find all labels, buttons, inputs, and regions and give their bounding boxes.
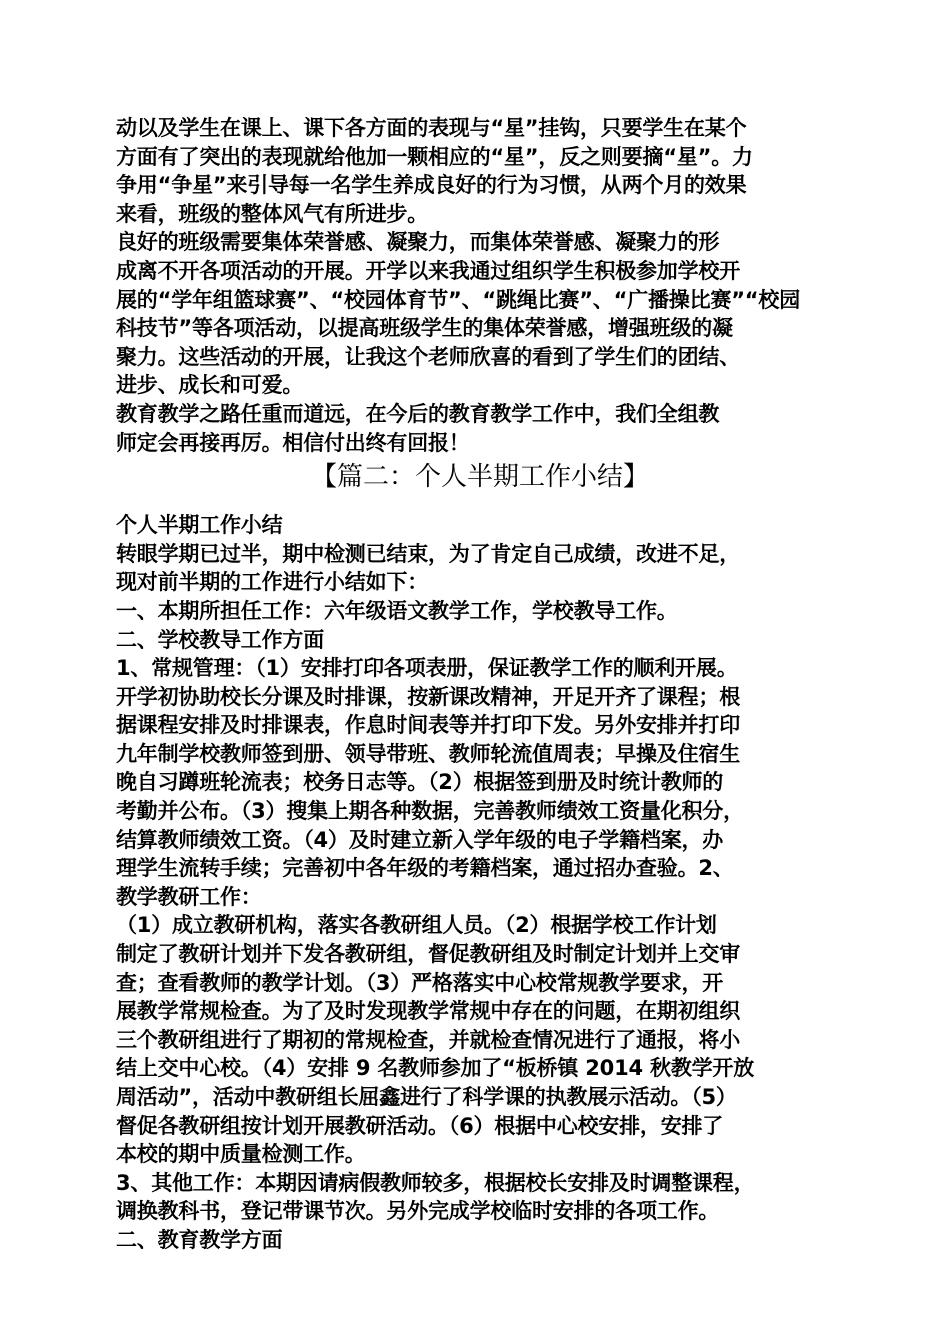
text-line: 来看，班级的整体风气有所进步。 <box>116 201 428 226</box>
text-line: 争用“争星”来引导每一名学生养成良好的行为习惯，从两个月的效果 <box>116 173 747 198</box>
text-line: 开学初协助校长分课及时排课，按新课改精神，开足开齐了课程；根 <box>116 684 740 709</box>
text-line: 一、本期所担任工作：六年级语文教学工作，学校教导工作。 <box>116 598 678 623</box>
text-line: 师定会再接再厉。相信付出终有回报！ <box>116 430 470 455</box>
text-line: 督促各教研组按计划开展教研活动。（6）根据中心校安排，安排了 <box>116 1113 724 1138</box>
document-body <box>116 114 844 1255</box>
text-line: 教育教学之路任重而道远，在今后的教育教学工作中，我们全组教 <box>116 401 720 426</box>
text-line: 晚自习蹲班轮流表；校务日志等。（2）根据签到册及时统计教师的 <box>116 770 724 795</box>
text-line: 动以及学生在课上、课下各方面的表现与“星”挂钩，只要学生在某个 <box>116 116 747 140</box>
text-line: 3、其他工作：本期因请病假教师较多，根据校长安排及时调整课程， <box>116 1170 755 1195</box>
text-line: 方面有了突出的表现就给他加一颗相应的“星”，反之则要摘“星”。力 <box>116 144 753 169</box>
text-line: 结算教师绩效工资。（4）及时建立新入学年级的电子学籍档案，办 <box>116 827 724 852</box>
text-line: 周活动”，活动中教研组长屈鑫进行了科学课的执教展示活动。（5） <box>116 1085 737 1109</box>
text-line: 教学教研工作： <box>116 884 262 909</box>
text-line: 制定了教研计划并下发各教研组，督促教研组及时制定计划并上交审 <box>116 942 740 967</box>
text-line: 据课程安排及时排课表，作息时间表等并打印下发。另外安排并打印 <box>116 713 740 738</box>
spacer <box>116 503 844 511</box>
text-line: 考勤并公布。（3）搜集上期各种数据，完善教师绩效工资量化积分， <box>116 799 744 824</box>
text-block-section-two <box>116 511 844 1254</box>
text-line: 调换教科书，登记带课节次。另外完成学校临时安排的各项工作。 <box>116 1199 720 1224</box>
text-line: 现对前半期的工作进行小结如下： <box>116 570 428 595</box>
text-line: 本校的期中质量检测工作。 <box>116 1142 366 1167</box>
text-line: 结上交中心校。（4）安排 9 名教师参加了“板桥镇 2014 秋教学开放 <box>116 1056 755 1081</box>
text-line: 九年制学校教师签到册、领导带班、教师轮流值周表；早操及住宿生 <box>116 741 740 766</box>
text-line: 个人半期工作小结 <box>116 513 283 538</box>
text-line: 1、常规管理：（1）安排打印各项表册，保证教学工作的顺利开展。 <box>116 656 738 681</box>
text-line: （1）成立教研机构，落实各教研组人员。（2）根据学校工作计划 <box>116 913 717 938</box>
text-line: 三个教研组进行了期初的常规检查，并就检查情况进行了通报，将小 <box>116 1027 740 1052</box>
text-line: 科技节”等各项活动，以提高班级学生的集体荣誉感，增强班级的凝 <box>116 316 733 341</box>
text-line: 进步、成长和可爱。 <box>116 373 304 398</box>
text-block-previous-section <box>116 114 844 457</box>
text-line: 查；查看教师的教学计划。（3）严格落实中心校常规教学要求，开 <box>116 970 724 995</box>
text-line: 聚力。这些活动的开展，让我这个老师欣喜的看到了学生们的团结、 <box>116 344 740 369</box>
text-line: 展教学常规检查。为了及时发现教学常规中存在的问题，在期初组织 <box>116 999 740 1024</box>
text-line: 转眼学期已过半，期中检测已结束，为了肯定自己成绩，改进不足， <box>116 541 740 566</box>
text-line: 展的“学年组篮球赛”、“校园体育节”、“跳绳比赛”、“广播操比赛”“校园 <box>116 287 801 312</box>
text-line: 二、学校教导工作方面 <box>116 627 324 652</box>
text-line: 良好的班级需要集体荣誉感、凝聚力，而集体荣誉感、凝聚力的形 <box>116 230 720 255</box>
text-line: 二、教育教学方面 <box>116 1227 283 1252</box>
text-line: 理学生流转手续；完善初中各年级的考籍档案，通过招办查验。2、 <box>116 856 734 881</box>
section-heading: 【篇二：个人半期工作小结】 <box>310 462 649 493</box>
text-line: 成离不开各项活动的开展。开学以来我通过组织学生积极参加学校开 <box>116 258 740 283</box>
